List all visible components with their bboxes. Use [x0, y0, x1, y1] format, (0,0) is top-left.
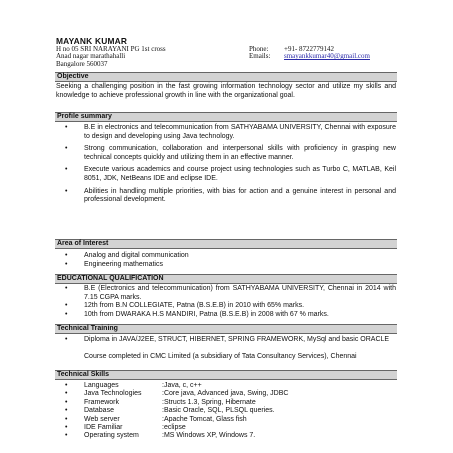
bullet-icon: • [65, 285, 68, 292]
bullet-icon: • [65, 423, 68, 431]
skill-row [56, 399, 396, 407]
bullet-icon: • [65, 302, 68, 310]
list-item: • Analog and digital communication [65, 252, 189, 259]
list-item: • Diploma in JAVA/J2EE, STRUCT, HIBERNET, SPRING FRAMEWORK, MySql and basic ORACLE [65, 336, 390, 343]
list-item: • B.E (Electronics and telecommunication) from SATHYABAMA UNIVERSITY, Chennai in 2014 with 7.15 CGPA marks. [65, 285, 396, 301]
candidate-name: MAYANK KUMAR [56, 36, 128, 46]
training-course-text: Course completed in CMC Limited (a subsidiary of Tata Consultancy Services), Chennai [84, 353, 357, 360]
skill-value: :Core java, Advanced java, Swing, JDBC [162, 390, 289, 398]
bullet-icon: • [65, 310, 68, 318]
address-line-1: H no 05 SRI NARAYANI PG 1st cross [56, 45, 166, 53]
email-label: Emails: [249, 52, 271, 61]
phone-label: Phone: [249, 45, 269, 53]
address-block [56, 46, 166, 68]
objective-text: Seeking a challenging position in the fast growing information technology sector and utilize my skills and knowledge to achieve professional growth in line with the organizational goal. [56, 83, 396, 99]
skill-value: :eclipse [162, 423, 186, 431]
list-item: • B.E in electronics and telecommunication from SATHYABAMA UNIVERSITY, Chennai with exposure to design and developing using Java technology. [65, 124, 396, 140]
objective-heading: Objective [55, 72, 397, 82]
profile-summary-heading: Profile summary [55, 112, 397, 122]
email-row [249, 53, 370, 60]
skill-row [56, 390, 396, 398]
skill-row [56, 416, 396, 424]
skill-row [56, 382, 396, 390]
list-item: • Execute various academics and course project using technologies such as Turbo C, MATLAB, Keil 8051, JDK, NetBeans IDE and eclipse IDE. [65, 166, 396, 182]
bullet-icon: • [65, 390, 68, 398]
bullet-icon: • [65, 407, 68, 415]
bullet-icon: • [65, 260, 68, 268]
bullet-icon: • [65, 124, 68, 131]
skill-name: Operating system [84, 432, 139, 440]
education-heading: EDUCATIONAL QUALIFICATION [55, 274, 397, 284]
phone-number: +91- 8722779142 [284, 45, 335, 53]
skill-value: :Apache Tomcat, Glass fish [162, 415, 247, 423]
skill-value: :Basic Oracle, SQL, PLSQL queries. [162, 407, 275, 415]
list-item: • Strong communication, collaboration and interpersonal skills with proficiency in grasping new technical concepts quickly and utilizing them in an effective manner. [65, 145, 396, 161]
bullet-icon: • [65, 398, 68, 406]
contact-block [249, 46, 370, 61]
bullet-icon: • [65, 145, 68, 153]
skill-name: Web server [84, 415, 120, 423]
email-link[interactable]: smayankkumar40@gmail.com [284, 52, 370, 61]
skill-value: :Java, c, c++ [162, 382, 202, 389]
education-list [56, 285, 396, 319]
address-line-2: Anad nagar marathahalli [56, 52, 126, 61]
skill-name: Database [84, 407, 114, 415]
list-item: • 10th from DWARAKA H.S MANDIRI, Patna (B.S.E.B) in 2008 with 67 % marks. [65, 310, 329, 318]
list-item: • 12th from B.N COLLEGIATE, Patna (B.S.E.B) in 2010 with 65% marks. [65, 302, 305, 310]
skill-name: IDE Familiar [84, 423, 123, 431]
list-item: • Engineering mathematics [65, 260, 163, 268]
skill-row [56, 424, 396, 432]
skill-row [56, 432, 396, 440]
bullet-icon: • [65, 187, 68, 195]
skills-table [56, 382, 396, 441]
technical-training-heading: Technical Training [55, 324, 397, 334]
address-line-3: Bangalore 560037 [56, 59, 108, 68]
interest-list [56, 252, 396, 269]
training-list [56, 336, 396, 345]
area-of-interest-heading: Area of Interest [55, 239, 397, 249]
skill-row [56, 407, 396, 415]
skill-name: Languages [84, 382, 119, 389]
bullet-icon: • [65, 166, 68, 174]
skill-name: Framework [84, 398, 120, 406]
bullet-icon: • [65, 432, 68, 440]
skill-value: :MS Windows XP, Windows 7. [162, 432, 256, 440]
list-item: • Abilities in handling multiple priorities, with bias for action and a genuine interest in personal and professional development. [65, 187, 396, 204]
bullet-icon: • [65, 382, 68, 389]
skill-name: Java Technologies [84, 390, 142, 398]
bullet-icon: • [65, 336, 68, 343]
skill-value: :Structs 1.3, Spring, Hibernate [162, 398, 256, 406]
bullet-icon: • [65, 252, 68, 259]
profile-summary-list [56, 124, 396, 209]
bullet-icon: • [65, 415, 68, 423]
technical-skills-heading: Technical Skills [55, 370, 397, 380]
